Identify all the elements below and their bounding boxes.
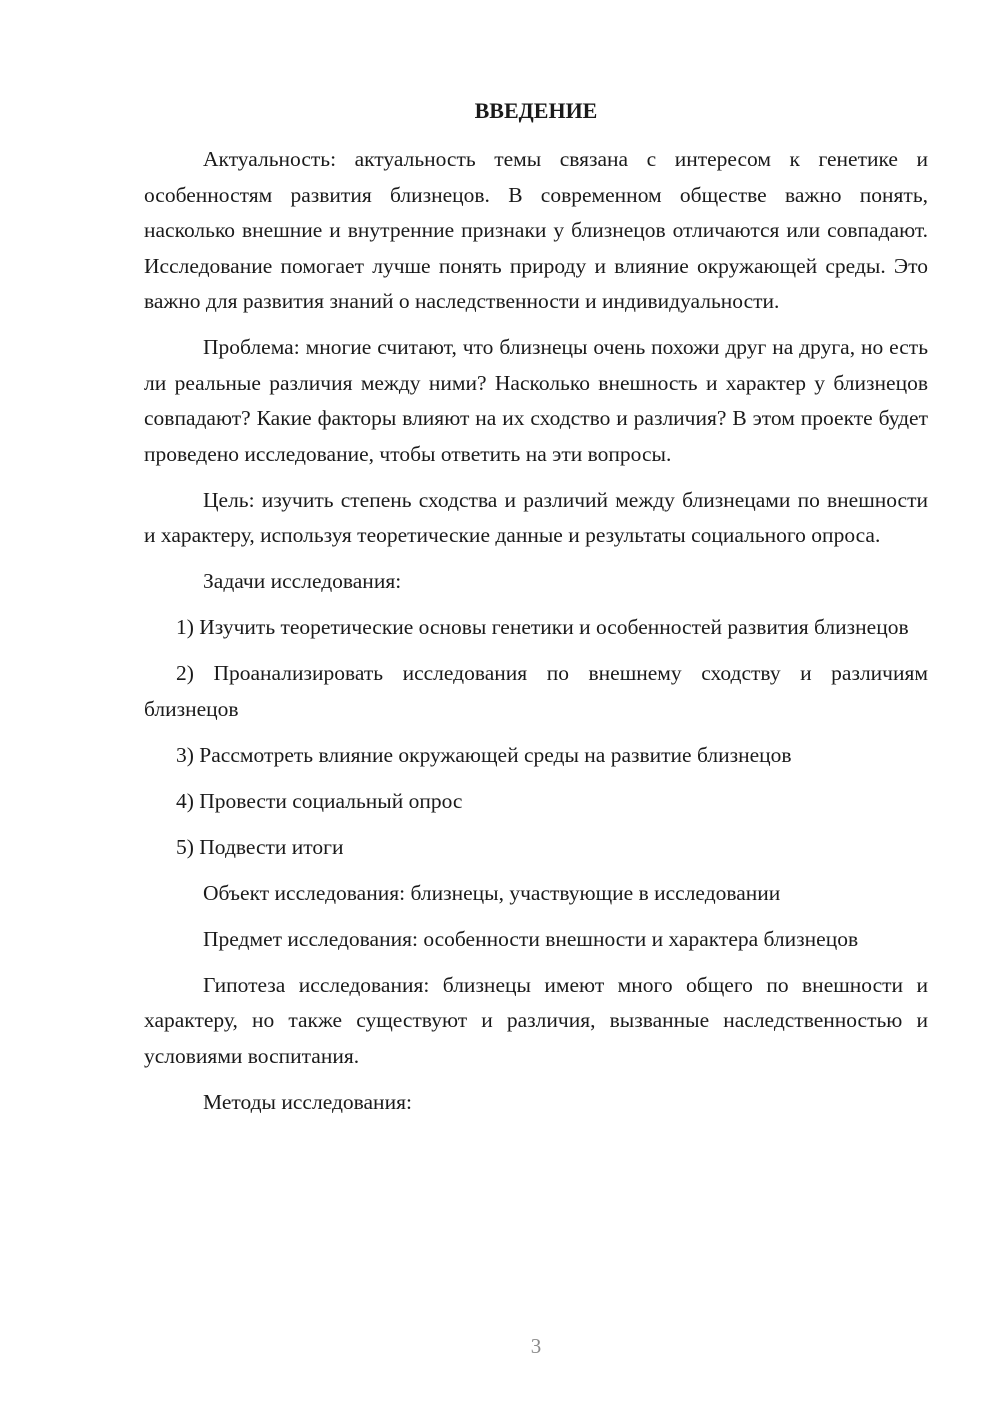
task-item-1: 1) Изучить теоретические основы генетики и особенностей развития близнецов <box>176 615 909 639</box>
paragraph-goal: Цель: изучить степень сходства и различий между близнецами по внешности и характеру, используя теоретические данные и результаты социального опроса. <box>144 487 928 547</box>
paragraph-methods: Методы исследования: <box>203 1089 412 1114</box>
paragraph-problem: Проблема: многие считают, что близнецы очень похожи друг на друга, но есть ли реальные различия между ними? Насколько внешность и характер у близнецов совпадают? Какие факторы влияют на их сходство и различия? В этом проекте будет проведено исследование, чтобы ответить на эти вопросы. <box>144 335 928 466</box>
paragraph-subject: Предмет исследования: особенности внешности и характера близнецов <box>203 926 859 951</box>
paragraph-object: Объект исследования: близнецы, участвующие в исследовании <box>203 880 781 905</box>
task-item-5: 5) Подвести итоги <box>176 834 344 859</box>
page-title: ВВЕДЕНИЕ <box>474 98 598 123</box>
task-item-3: 3) Рассмотреть влияние окружающей среды на развитие близнецов <box>176 742 792 767</box>
task-item-4: 4) Провести социальный опрос <box>176 788 463 813</box>
paragraph-relevance: Актуальность: актуальность темы связана с интересом к генетике и особенностям развития близнецов. В современном обществе важно понять, насколько внешние и внутренние признаки у близнецов отличаются или совпадают. Исследование помогает лучше понять природу и влияние окружающей среды. Это важно для развития знаний о наследственности и индивидуальности. <box>144 147 928 313</box>
page-number: 3 <box>530 1334 542 1358</box>
paragraph-tasks-heading: Задачи исследования: <box>203 569 402 593</box>
document-body <box>144 142 928 1120</box>
task-item-2: 2) Проанализировать исследования по внешнему сходству и различиям близнецов <box>144 661 928 721</box>
paragraph-hypothesis: Гипотеза исследования: близнецы имеют много общего по внешности и характеру, но также существуют и различия, вызванные наследственностью и условиями воспитания. <box>144 972 928 1068</box>
